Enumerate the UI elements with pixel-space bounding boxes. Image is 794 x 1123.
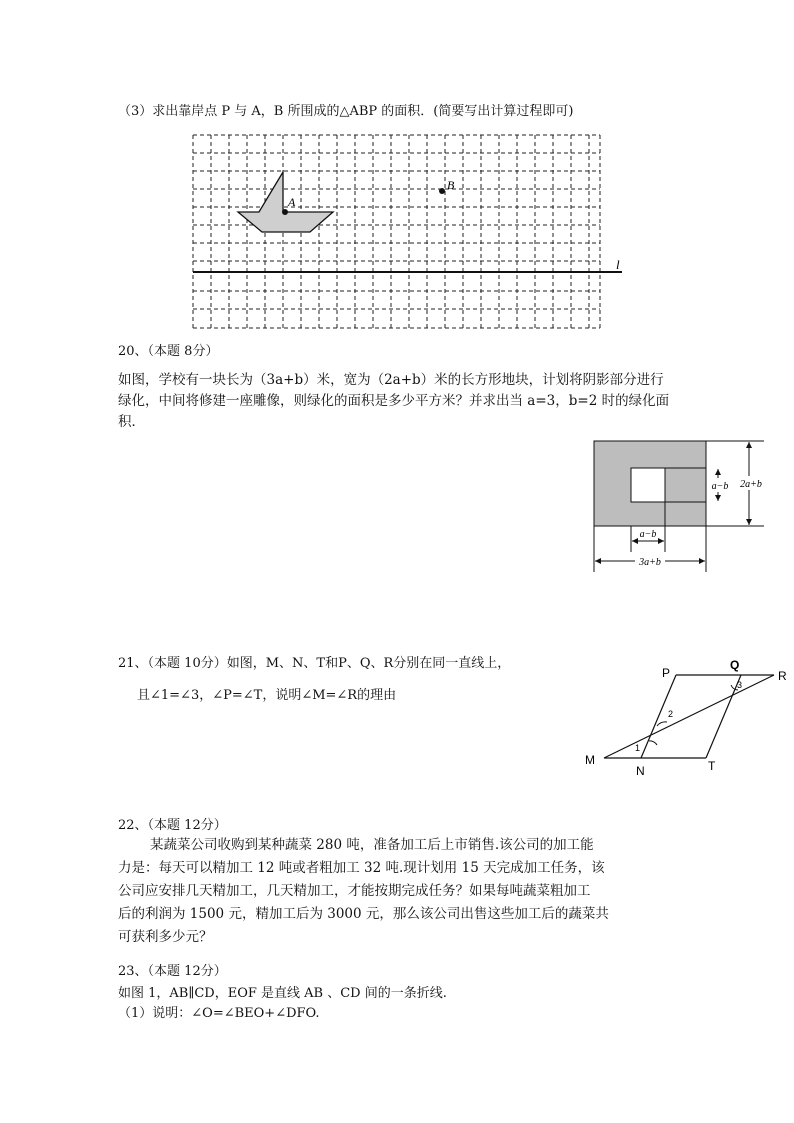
q20-line3: 积． [118,414,145,430]
q22-header: 22、（本题 12分） [118,818,227,833]
label-n: N [636,764,645,778]
label-h-outer: 2a+b [740,479,762,490]
label-p: P [662,666,671,680]
q20-line1: 如图，学校有一块长为（3a+b）米，宽为（2a+b）米的长方形地块，计划将阴影部分进行 [118,372,664,388]
label-t: T [708,759,716,773]
label-a: A [288,195,296,209]
angle-1-arc [649,741,657,745]
q19-part3-text: （3）求出靠岸点 P 与 A，B 所围成的△ABP 的面积．(简要写出计算过程即可) [118,104,574,119]
q23-header: 23、（本题 12分） [118,964,227,979]
label-b: B [447,178,455,192]
angle-2-arc [657,722,667,726]
label-w-outer: 3a+b [639,557,661,568]
q20-line2: 绿化，中间将修建一座雕像，则绿化的面积是多少平方米？并求出当 a=3，b=2 时的绿化面 [118,393,670,409]
q22-line5: 可获利多少元？ [118,929,213,945]
label-angle-1: 1 [635,743,641,753]
q22-line4: 后的利润为 1500 元，精加工后为 3000 元，那么该公司出售这些加工后的蔬菜共 [118,906,609,922]
q21-line2: 且∠1=∠3，∠P=∠T，说明∠M=∠R的理由 [137,688,397,703]
q22-line2: 力是：每天可以精加工 12 吨或者粗加工 32 吨.现计划用 15 天完成加工任务，该 [118,860,605,876]
label-h-inner: a−b [711,481,729,492]
q20-header: 20、（本题 8分） [118,344,219,359]
q22-line3: 公司应安排几天精加工，几天精加工，才能按期完成任务？如果每吨蔬菜粗加工 [118,883,591,899]
label-w-inner: a−b [639,529,657,540]
segment-qt [706,675,741,758]
q22-line1: 某蔬菜公司收购到某种蔬菜 280 吨，准备加工后上市销售.该公司的加工能 [150,837,594,853]
label-angle-3: 3 [737,680,743,690]
q21-header: 21、（本题 10分）如图，M、N、T和P、Q、R分别在同一直线上， [118,656,511,671]
q23-line1: 如图 1，AB∥CD，EOF 是直线 AB 、CD 间的一条折线. [118,986,447,1001]
segment-mr [604,675,774,758]
q23-line2: （1）说明：∠O=∠BEO+∠DFO. [118,1006,320,1021]
label-r: R [778,669,787,683]
label-l: l [616,257,620,272]
label-angle-2: 2 [668,709,674,719]
label-q: Q [730,658,740,672]
label-m: M [585,753,595,767]
